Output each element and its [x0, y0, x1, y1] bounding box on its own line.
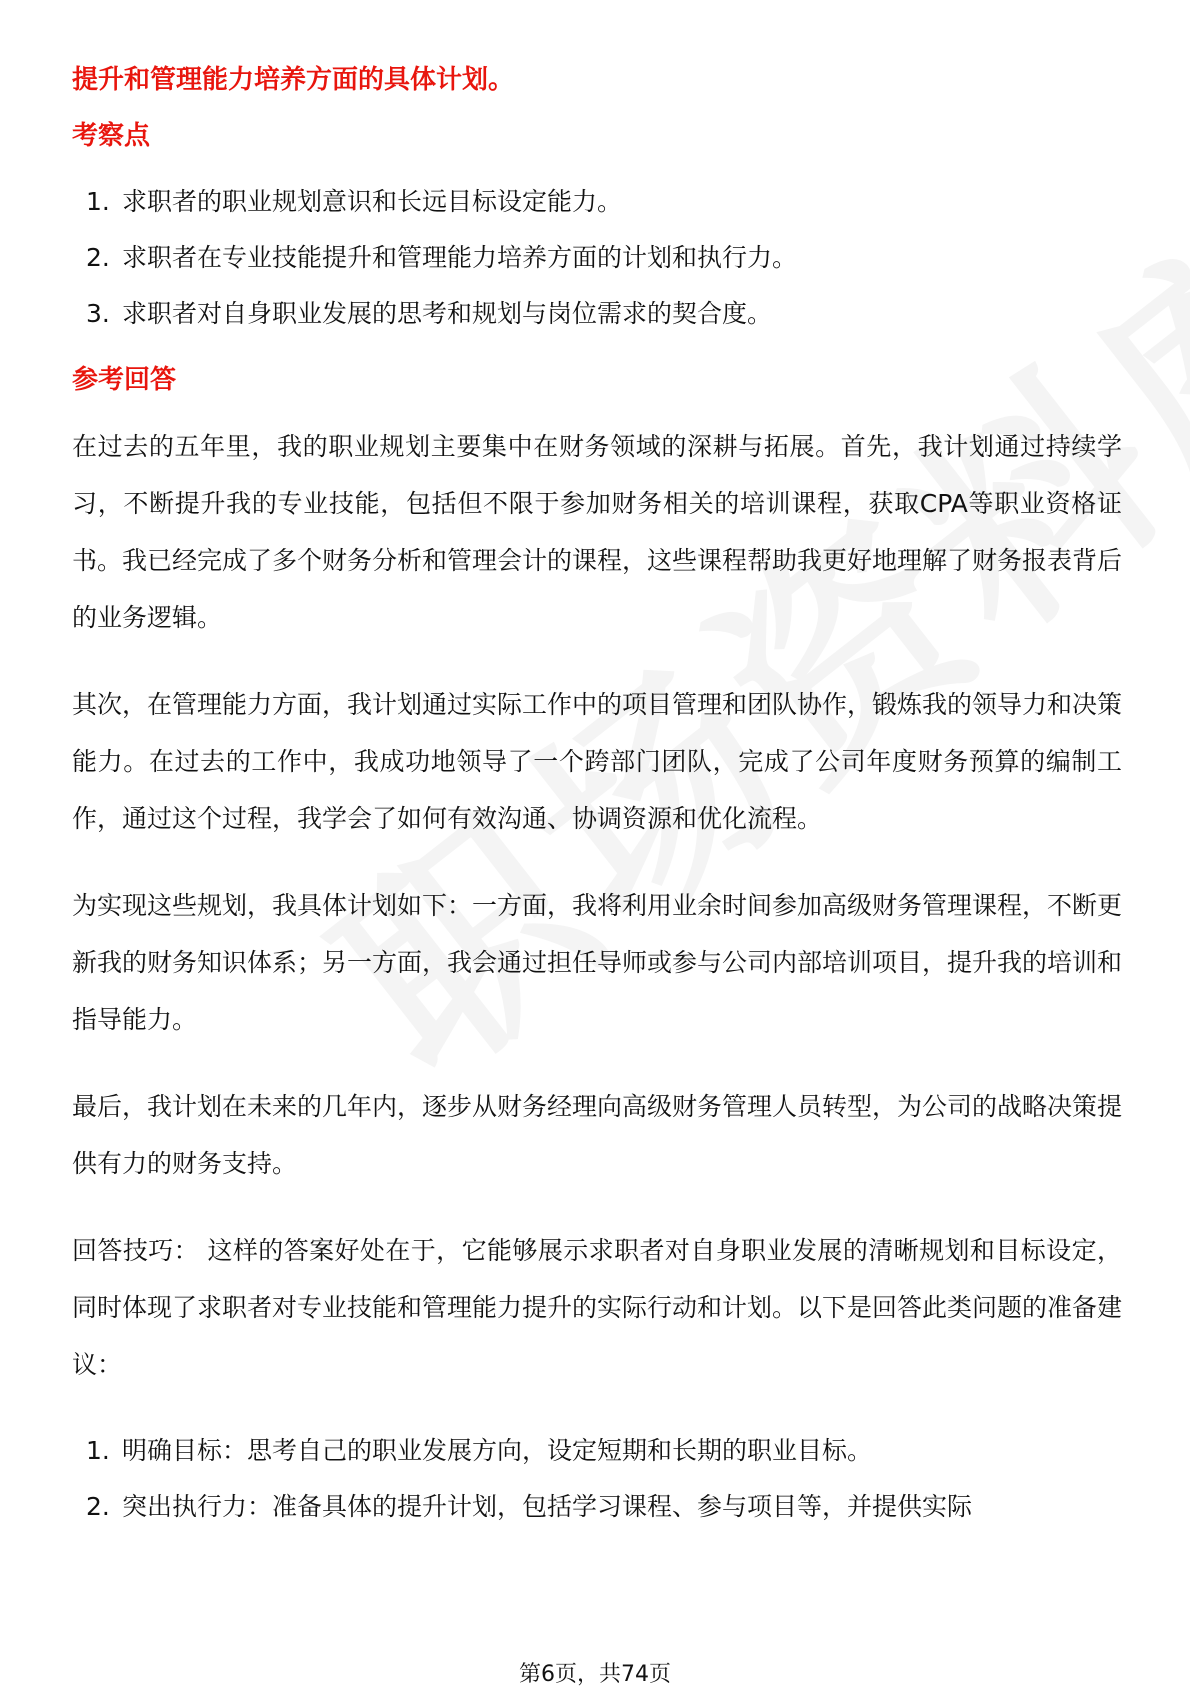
question-heading: 提升和管理能力培养方面的具体计划。 [72, 65, 515, 95]
answer-paragraph: 最后，我计划在未来的几年内，逐步从财务经理向高级财务管理人员转型，为公司的战略决策提供有力的财务支持。 [72, 1092, 1123, 1178]
points-list [72, 174, 1122, 342]
list-item [72, 1479, 1122, 1535]
list-number: 1. [86, 1436, 110, 1465]
list-item [72, 230, 1122, 286]
document-body [72, 48, 1122, 1553]
list-number: 1. [86, 187, 110, 216]
answer-paragraph: 其次，在管理能力方面，我计划通过实际工作中的项目管理和团队协作，锻炼我的领导力和决策能力。在过去的工作中，我成功地领导了一个跨部门团队，完成了公司年度财务预算的编制工作，通过这个过程，我学会了如何有效沟通、协调资源和优化流程。 [72, 690, 1123, 833]
list-number: 2. [86, 1492, 110, 1521]
answer-paragraph: 在过去的五年里，我的职业规划主要集中在财务领域的深耕与拓展。首先，我计划通过持续学习，不断提升我的专业技能，包括但不限于参加财务相关的培训课程，获取CPA等职业资格证书。我已经完成了多个财务分析和管理会计的课程，这些课程帮助我更好地理解了财务报表背后的业务逻辑。 [72, 432, 1123, 632]
list-item-text: 突出执行力：准备具体的提升计划，包括学习课程、参与项目等，并提供实际 [122, 1492, 973, 1521]
page-footer: 第6页，共74页 [519, 1662, 671, 1687]
answer-paragraph: 为实现这些规划，我具体计划如下：一方面，我将利用业余时间参加高级财务管理课程，不断更新我的财务知识体系；另一方面，我会通过担任导师或参与公司内部培训项目，提升我的培训和指导能力。 [72, 891, 1123, 1034]
list-item [72, 1423, 1122, 1479]
list-item [72, 286, 1122, 342]
list-item-text: 明确目标：思考自己的职业发展方向，设定短期和长期的职业目标。 [122, 1436, 873, 1465]
list-number: 3. [86, 299, 110, 328]
tips-paragraph: 回答技巧： 这样的答案好处在于，它能够展示求职者对自身职业发展的清晰规划和目标设定，同时体现了求职者对专业技能和管理能力提升的实际行动和计划。以下是回答此类问题的准备建议： [72, 1236, 1123, 1379]
list-item [72, 174, 1122, 230]
tips-list [72, 1423, 1122, 1535]
list-item-text: 求职者对自身职业发展的思考和规划与岗位需求的契合度。 [122, 299, 773, 328]
answer-section-title: 参考回答 [72, 365, 177, 395]
list-item-text: 求职者的职业规划意识和长远目标设定能力。 [122, 187, 623, 216]
list-item-text: 求职者在专业技能提升和管理能力培养方面的计划和执行力。 [122, 243, 798, 272]
list-number: 2. [86, 243, 110, 272]
points-section-title: 考察点 [72, 121, 151, 151]
